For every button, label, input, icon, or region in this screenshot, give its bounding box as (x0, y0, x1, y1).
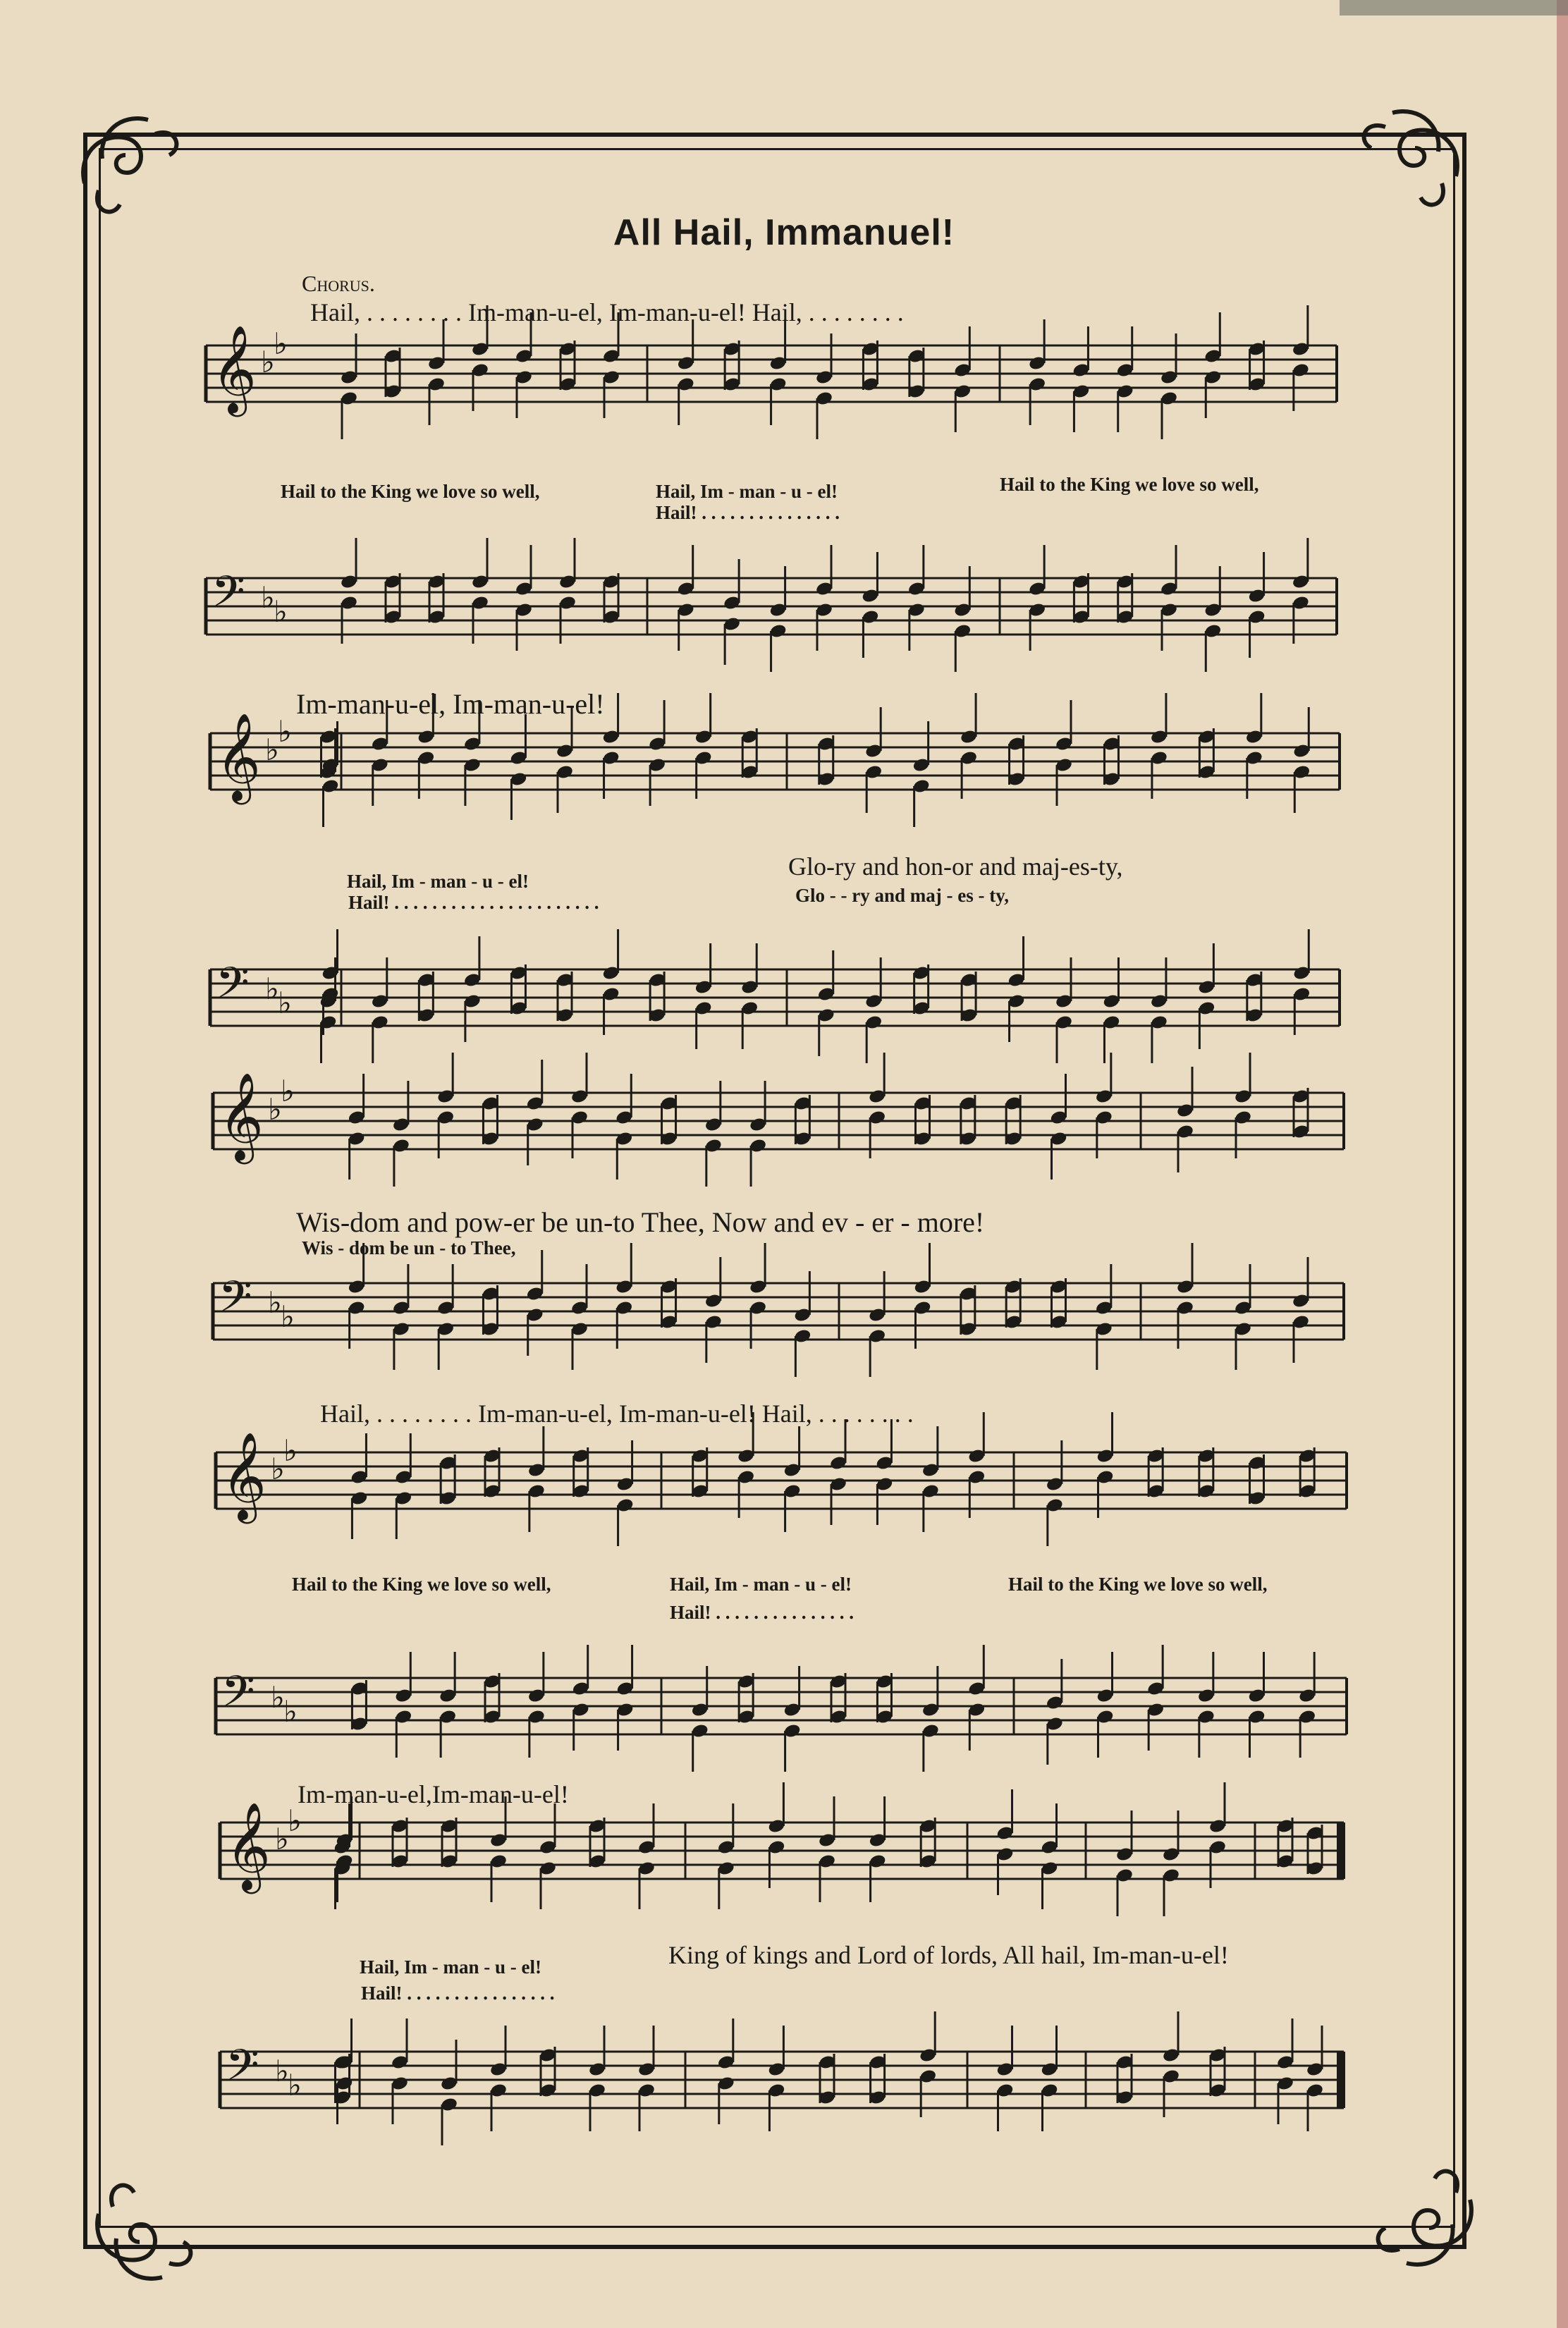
key-signature-flat-icon: ♭ (274, 326, 288, 361)
bass-clef-icon: 𝄢 (219, 1272, 252, 1333)
system1-lower-lyrics-c: Hail to the King we love so well, (1000, 474, 1259, 495)
key-signature-flat-icon: ♭ (274, 594, 288, 629)
system4-lower-lyrics-a: Hail to the King we love so well, (292, 1574, 551, 1595)
system4-lower-lyrics-c: Hail to the King we love so well, (1008, 1574, 1268, 1595)
treble-clef-icon: 𝄞 (216, 713, 261, 801)
key-signature-flat-icon: ♭ (275, 2054, 289, 2088)
key-signature-flat-icon: ♭ (275, 1822, 289, 1856)
key-signature-flat-icon: ♭ (271, 1680, 285, 1715)
key-signature-flat-icon: ♭ (278, 986, 292, 1020)
treble-clef-icon: 𝄞 (226, 1802, 271, 1890)
system5-lower-lyrics-b: King of kings and Lord of lords, All hail, Im-man-u-el! (668, 1941, 1229, 1969)
system4-bass-lyrics: Hail! . . . . . . . . . . . . . . . (670, 1602, 854, 1623)
system2-lower-lyrics-b: Glo-ry and hon-or and maj-es-ty, (788, 852, 1123, 881)
system1-upper-lyrics: Hail, . . . . . . . . Im-man-u-el, Im-man-u-el! Hail, . . . . . . . . (310, 298, 904, 326)
system4-lower-lyrics-b: Hail, Im - man - u - el! (670, 1574, 852, 1595)
chorus-label: Chorus. (302, 271, 375, 296)
key-signature-flat-icon: ♭ (261, 580, 275, 615)
treble-clef-icon: 𝄞 (212, 325, 257, 413)
key-signature-flat-icon: ♭ (281, 1074, 295, 1108)
key-signature-flat-icon: ♭ (268, 1285, 282, 1320)
hymn-title: All Hail, Immanuel! (613, 212, 955, 253)
system2-upper-lyrics: Im-man-u-el, Im-man-u-el! (296, 688, 605, 720)
key-signature-flat-icon: ♭ (283, 1433, 298, 1468)
key-signature-flat-icon: ♭ (265, 972, 279, 1006)
key-signature-flat-icon: ♭ (281, 1299, 295, 1334)
key-signature-flat-icon: ♭ (271, 1452, 285, 1486)
system2-lower-lyrics-a: Hail, Im - man - u - el! (347, 871, 529, 892)
system1-bass-lyrics: Hail! . . . . . . . . . . . . . . . (656, 502, 840, 523)
key-signature-flat-icon: ♭ (268, 1092, 282, 1127)
system2-lower-lyrics-c: Glo - - ry and maj - es - ty, (795, 885, 1009, 906)
key-signature-flat-icon: ♭ (288, 2068, 302, 2102)
key-signature-flat-icon: ♭ (283, 1694, 298, 1729)
bass-clef-icon: 𝄢 (226, 2040, 259, 2101)
key-signature-flat-icon: ♭ (278, 714, 292, 749)
treble-clef-icon: 𝄞 (221, 1432, 267, 1520)
bass-clef-icon: 𝄢 (216, 958, 250, 1019)
treble-clef-icon: 𝄞 (219, 1072, 264, 1160)
system3-lower-lyrics-a: Wis - dom be un - to Thee, (302, 1237, 516, 1258)
system5-upper-lyrics: Im-man-u-el,Im-man-u-el! (298, 1780, 569, 1808)
key-signature-flat-icon: ♭ (261, 345, 275, 379)
system5-bass-lyrics: Hail! . . . . . . . . . . . . . . . . (361, 1983, 555, 2004)
bass-clef-icon: 𝄢 (212, 567, 245, 627)
system3-upper-lyrics: Wis-dom and pow-er be un-to Thee, Now and ev - er - more! (296, 1206, 985, 1238)
system4-upper-lyrics: Hail, . . . . . . . . Im-man-u-el, Im-man-u-el! Hail, . . . . . . . . (320, 1399, 914, 1428)
system5-lower-lyrics-a: Hail, Im - man - u - el! (360, 1956, 541, 1978)
system2-bass-lyrics: Hail! . . . . . . . . . . . . . . . . . . . . . . (348, 892, 599, 913)
key-signature-flat-icon: ♭ (265, 733, 279, 767)
system1-lower-lyrics-b: Hail, Im - man - u - el! (656, 481, 838, 502)
bass-clef-icon: 𝄢 (221, 1667, 255, 1727)
final-double-barline (1337, 2052, 1342, 2108)
final-double-barline (1337, 1822, 1342, 1879)
key-signature-flat-icon: ♭ (288, 1803, 302, 1838)
system1-lower-lyrics-a: Hail to the King we love so well, (281, 481, 540, 502)
